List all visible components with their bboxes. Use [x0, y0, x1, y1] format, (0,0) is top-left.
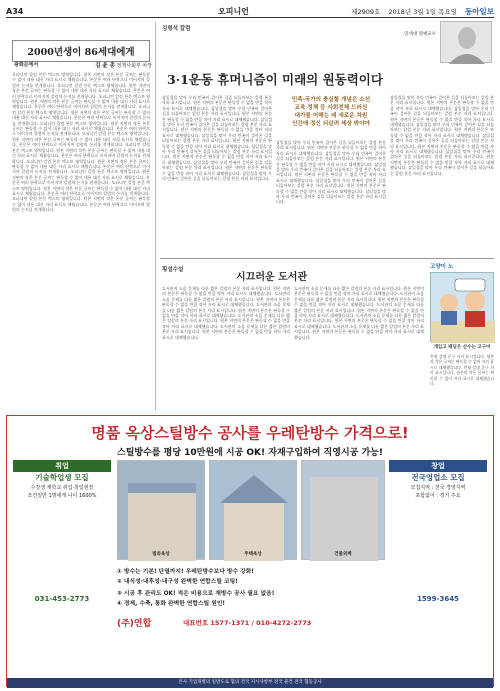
issue-number: 제2909호	[351, 7, 381, 16]
lower-body-col1: 도서관의 소음 문제를 다룬 짧은 칼럼의 본문 자리 표시입니다. 원본 지면의 본문은 판독할 수 없을 만큼 작아 자리 표시로 대체했습니다. 도서관의 소음 문제를 다룬 짧은 칼럼의 본문 자리 표시입니다. 원본 지면의 본문은 판독할 수 없을 만큼 작아 자리 표시로 대체했습니다. 도서관의 소음 문제를 다룬 짧은 칼럼의 본문 자리 표시입니다. 원본 지면의 본문은 판독할 수 없을 만큼 작아 자리 표시로 대체했습니다. 도서관의 소음 문제를 다룬 짧은 칼럼의 본문 자리 표시입니다. 원본 지면의 본문은 판독할 수 없을 만큼 작아 자리 표시로 대체했습니다. 도서관의 소음 문제를 다룬 짧은 칼럼의 본문 자리 표시입니다. 원본 지면의 본문은 판독할 수 없을 만큼 작아 자리 표시로 대체했습니다.	[162, 286, 290, 340]
ad-left-line1: 수강생 재학교 취업·창업현장	[30, 485, 94, 491]
ad-company: (주)연합	[117, 619, 152, 629]
author-portrait	[440, 21, 492, 63]
ad-left-phone: 031-453-2773	[34, 595, 90, 603]
ad-left-heading: 기술학업생 모집	[35, 473, 89, 482]
ad-footer: 본사 기업개별의 일반도로 협의 전국 지시사항부 전국 물건 전국 협동공사	[7, 678, 493, 688]
ad-photo-2	[209, 460, 297, 560]
ad-photo-2-label: 주택옥상	[244, 551, 262, 557]
ad-right-phone: 1599-3645	[417, 595, 459, 603]
wall-illustration	[302, 461, 386, 561]
ad-feature-4: ④ 경제, 수축, 통화 완벽한 연합스틸 원인!	[117, 601, 226, 607]
section-name: 오피니언	[218, 6, 249, 16]
ad-left-line2: 조건일반 1명에게 나이 1600%	[27, 493, 97, 499]
left-column-body: 오피니언 칼럼 본문 텍스트 영역입니다. 원본 지면의 작은 본문 글씨는 판독할 수 없어 내용 대신 자리 표시로 채웠습니다. 본문은 여러 단락으로 이어지며 칼럼의 논지를 전개합니다. 오피니언 칼럼 본문 텍스트 영역입니다. 원본 지면의 작은 본문 글씨는 판독할 수 없어 내용 대신 자리 표시로 채웠습니다. 본문은 여러 단락으로 이어지며 칼럼의 논지를 전개합니다. 오피니언 칼럼 본문 텍스트 영역입니다. 원본 지면의 작은 본문 글씨는 판독할 수 없어 내용 대신 자리 표시로 채웠습니다. 본문은 여러 단락으로 이어지며 칼럼의 논지를 전개합니다. 오피니언 칼럼 본문 텍스트 영역입니다. 원본 지면의 작은 본문 글씨는 판독할 수 없어 내용 대신 자리 표시로 채웠습니다. 본문은 여러 단락으로 이어지며 칼럼의 논지를 전개합니다. 오피니언 칼럼 본문 텍스트 영역입니다. 원본 지면의 작은 본문 글씨는 판독할 수 없어 내용 대신 자리 표시로 채웠습니다. 본문은 여러 단락으로 이어지며 칼럼의 논지를 전개합니다. 오피니언 칼럼 본문 텍스트 영역입니다. 원본 지면의 작은 본문 글씨는 판독할 수 없어 내용 대신 자리 표시로 채웠습니다. 본문은 여러 단락으로 이어지며 칼럼의 논지를 전개합니다. 오피니언 칼럼 본문 텍스트 영역입니다. 원본 지면의 작은 본문 글씨는 판독할 수 없어 내용 대신 자리 표시로 채웠습니다. 본문은 여러 단락으로 이어지며 칼럼의 논지를 전개합니다. 오피니언 칼럼 본문 텍스트 영역입니다. 원본 지면의 작은 본문 글씨는 판독할 수 없어 내용 대신 자리 표시로 채웠습니다. 본문은 여러 단락으로 이어지며 칼럼의 논지를 전개합니다. 오피니언 칼럼 본문 텍스트 영역입니다. 원본 지면의 작은 본문 글씨는 판독할 수 없어 내용 대신 자리 표시로 채웠습니다. 본문은 여러 단락으로 이어지며 칼럼의 논지를 전개합니다. 오피니언 칼럼 본문 텍스트 영역입니다. 원본 지면의 작은 본문 글씨는 판독할 수 없어 내용 대신 자리 표시로 채웠습니다. 본문은 여러 단락으로 이어지며 칼럼의 논지를 전개합니다. 오피니언 칼럼 본문 텍스트 영역입니다. 원본 지면의 작은 본문 글씨는 판독할 수 없어 내용 대신 자리 표시로 채웠습니다. 본문은 여러 단락으로 이어지며 칼럼의 논지를 전개합니다.	[12, 72, 150, 213]
ad-subtitle: 스틸방수를 평당 10만원에 시공 OK! 자재구입하여 직영시공 가능!	[117, 448, 383, 458]
advertisement	[6, 415, 494, 687]
main-column-title: 3·1운동 휴머니즘이 미래의 원동력이다	[167, 72, 383, 87]
ad-phone-main: 대표번호 1577-1371 / 010-4272-2773	[183, 619, 312, 627]
ad-photo-1	[117, 460, 205, 560]
left-column-title: 2000년생이 86세대에게	[12, 40, 150, 62]
cartoon-illustration	[431, 273, 495, 343]
lower-column-tag: 횡설수설	[162, 267, 184, 273]
pullquote-text: 민족·국가의 충실할 개념은 소선 교육 정책 등 사회전체 드러선 대가를 어해는 데 새로운 차원 인간애 정신 되살려 세상 봐야야	[291, 97, 371, 127]
page-number: A34	[6, 6, 24, 16]
ad-right-line2: 포함없어 : 경기 주요	[415, 493, 461, 499]
main-column-tag: 김형석 칼럼	[162, 26, 191, 32]
house-illustration	[210, 461, 298, 561]
ad-photo-3-label: 건물외벽	[334, 551, 352, 557]
ad-right-heading: 전국영업소 모집	[411, 473, 465, 482]
left-byline	[14, 61, 152, 69]
pullquote	[276, 96, 386, 128]
main-body-col3: 삼일절을 맞아 우리 민족이 걸어온 길을 되돌아보는 칼럼 본문 자리 표시입니다. 원본 지면의 본문은 판독할 수 없을 만큼 작아 자리 표시로 대체했습니다. 삼일절을 맞아 우리 민족이 걸어온 길을 되돌아보는 칼럼 본문 자리 표시입니다. 원본 지면의 본문은 판독할 수 없을 만큼 작아 자리 표시로 대체했습니다. 삼일절을 맞아 우리 민족이 걸어온 길을 되돌아보는 칼럼 본문 자리 표시입니다. 원본 지면의 본문은 판독할 수 없을 만큼 작아 자리 표시로 대체했습니다. 삼일절을 맞아 우리 민족이 걸어온 길을 되돌아보는 칼럼 본문 자리 표시입니다. 원본 지면의 본문은 판독할 수 없을 만큼 작아 자리 표시로 대체했습니다. 삼일절을 맞아 우리 민족이 걸어온 길을 되돌아보는 칼럼 본문 자리 표시입니다. 원본 지면의 본문은 판독할 수 없을 만큼 작아 자리 표시로 대체했습니다. 삼일절을 맞아 우리 민족이 걸어온 길을 되돌아보는 칼럼 본문 자리 표시입니다.	[390, 95, 494, 176]
cartoon-panel	[430, 272, 494, 342]
lower-column-title: 시끄러운 도서관	[236, 272, 308, 283]
portrait-illustration	[441, 22, 493, 64]
ad-feature-3: ③ 시공 후 관리도 OK! 적은 비용으로 재방수 공사 필요 없음!	[117, 591, 275, 597]
ad-left-panel	[13, 460, 111, 640]
ad-left-badge: 취업	[13, 460, 111, 472]
newspaper-brand: 동아일보	[465, 6, 494, 16]
left-author-role: 정책사회부 차장	[116, 63, 152, 69]
left-column-tag: 광화문에서	[14, 62, 39, 68]
ad-feature-1: ① 방수는 기본! 단열까지! 우레탄방수보다 방수 강화!	[117, 569, 254, 575]
building-illustration	[118, 461, 206, 561]
left-author: 김 윤 종	[95, 63, 115, 69]
section-divider	[160, 258, 494, 259]
ad-photo-3	[301, 460, 385, 560]
cartoon-caption: 개입고 패딩은 산수는 고구마	[433, 345, 491, 350]
author-note: 연세대 명예교수	[404, 32, 436, 37]
header-right	[351, 6, 494, 17]
ad-right-badge: 창업	[389, 460, 487, 472]
main-body-col1: 삼일절을 맞아 우리 민족이 걸어온 길을 되돌아보는 칼럼 본문 자리 표시입니다. 원본 지면의 본문은 판독할 수 없을 만큼 작아 자리 표시로 대체했습니다. 삼일절을 맞아 우리 민족이 걸어온 길을 되돌아보는 칼럼 본문 자리 표시입니다. 원본 지면의 본문은 판독할 수 없을 만큼 작아 자리 표시로 대체했습니다. 삼일절을 맞아 우리 민족이 걸어온 길을 되돌아보는 칼럼 본문 자리 표시입니다. 원본 지면의 본문은 판독할 수 없을 만큼 작아 자리 표시로 대체했습니다. 삼일절을 맞아 우리 민족이 걸어온 길을 되돌아보는 칼럼 본문 자리 표시입니다. 원본 지면의 본문은 판독할 수 없을 만큼 작아 자리 표시로 대체했습니다. 삼일절을 맞아 우리 민족이 걸어온 길을 되돌아보는 칼럼 본문 자리 표시입니다. 원본 지면의 본문은 판독할 수 없을 만큼 작아 자리 표시로 대체했습니다. 삼일절을 맞아 우리 민족이 걸어온 길을 되돌아보는 칼럼 본문 자리 표시입니다. 원본 지면의 본문은 판독할 수 없을 만큼 작아 자리 표시로 대체했습니다. 삼일절을 맞아 우리 민족이 걸어온 길을 되돌아보는 칼럼 본문 자리 표시입니다.	[162, 95, 272, 182]
ad-right-line1: 모집지역 : 전국 경영지역	[410, 485, 466, 491]
ad-title: 명품 옥상스틸방수 공사를 우레탄방수 가격으로!	[91, 424, 409, 442]
ad-photo-1-label: 빌라옥상	[152, 551, 170, 557]
ad-feature-2: ② 내식성·내후성·내구성 완벽한 연합스틸 코팅!	[117, 579, 238, 585]
cartoon-tag: 고양이 노	[430, 264, 454, 270]
page-header	[6, 5, 494, 18]
cartoon-description: 만평 설명 문구 자리 표시입니다. 원본의 작은 글씨는 판독할 수 없어 자리 표시로 대체했습니다. 만평 설명 문구 자리 표시입니다. 원본의 작은 글씨는 판독할 수 없어 자리 표시로 대체했습니다.	[430, 354, 494, 387]
ad-right-panel	[389, 460, 487, 640]
lower-body-col2: 도서관의 소음 문제를 다룬 짧은 칼럼의 본문 자리 표시입니다. 원본 지면의 본문은 판독할 수 없을 만큼 작아 자리 표시로 대체했습니다. 도서관의 소음 문제를 다룬 짧은 칼럼의 본문 자리 표시입니다. 원본 지면의 본문은 판독할 수 없을 만큼 작아 자리 표시로 대체했습니다. 도서관의 소음 문제를 다룬 짧은 칼럼의 본문 자리 표시입니다. 원본 지면의 본문은 판독할 수 없을 만큼 작아 자리 표시로 대체했습니다. 도서관의 소음 문제를 다룬 짧은 칼럼의 본문 자리 표시입니다. 원본 지면의 본문은 판독할 수 없을 만큼 작아 자리 표시로 대체했습니다. 도서관의 소음 문제를 다룬 짧은 칼럼의 본문 자리 표시입니다. 원본 지면의 본문은 판독할 수 없을 만큼 작아 자리 표시로 대체했습니다.	[294, 286, 424, 340]
main-body-col2: 삼일절을 맞아 우리 민족이 걸어온 길을 되돌아보는 칼럼 본문 자리 표시입니다. 원본 지면의 본문은 판독할 수 없을 만큼 작아 자리 표시로 대체했습니다. 삼일절을 맞아 우리 민족이 걸어온 길을 되돌아보는 칼럼 본문 자리 표시입니다. 원본 지면의 본문은 판독할 수 없을 만큼 작아 자리 표시로 대체했습니다. 삼일절을 맞아 우리 민족이 걸어온 길을 되돌아보는 칼럼 본문 자리 표시입니다. 원본 지면의 본문은 판독할 수 없을 만큼 작아 자리 표시로 대체했습니다. 삼일절을 맞아 우리 민족이 걸어온 길을 되돌아보는 칼럼 본문 자리 표시입니다. 원본 지면의 본문은 판독할 수 없을 만큼 작아 자리 표시로 대체했습니다. 삼일절을 맞아 우리 민족이 걸어온 길을 되돌아보는 칼럼 본문 자리 표시입니다.	[276, 140, 386, 205]
issue-date: 2018년 3월 1일 목요일	[388, 7, 458, 16]
